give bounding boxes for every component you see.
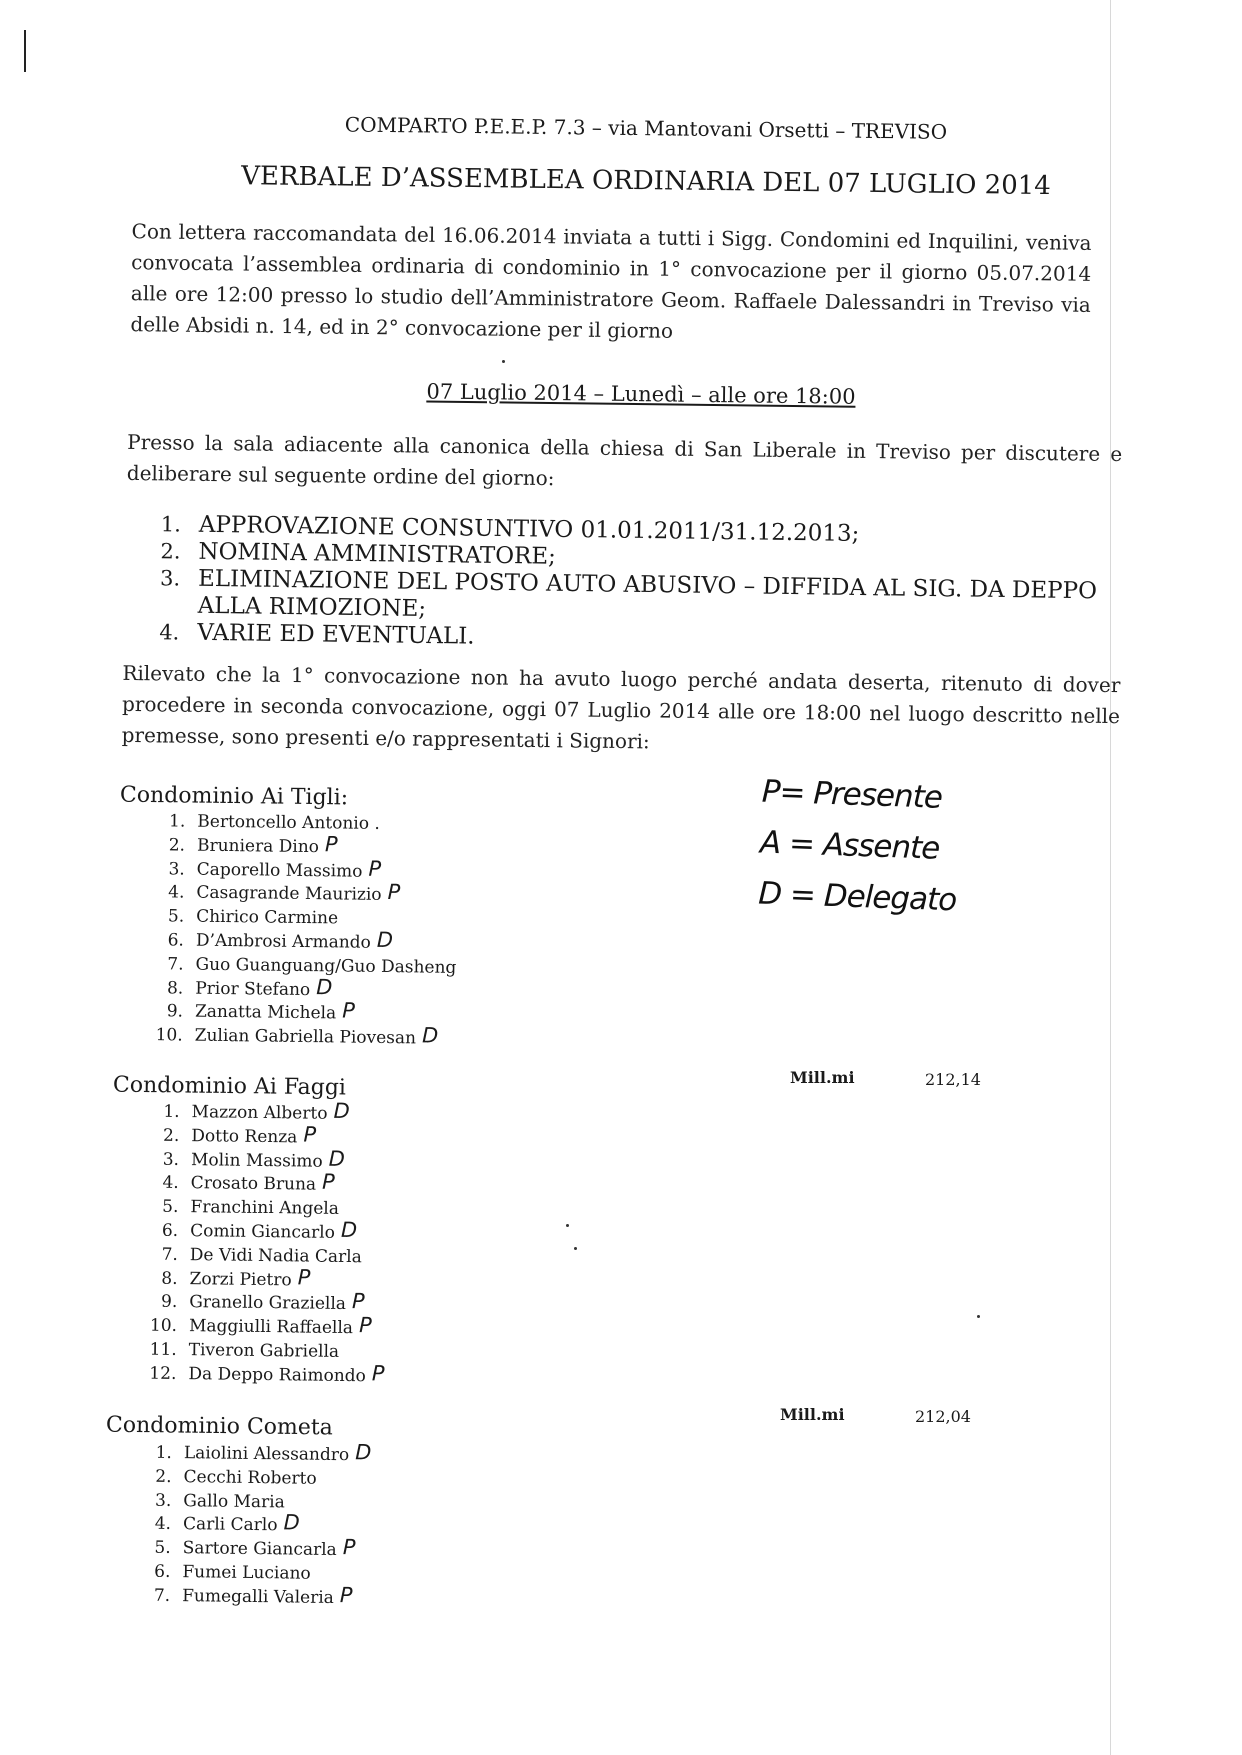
- attendance-mark: P: [324, 832, 338, 857]
- agenda-item-text: NOMINA AMMINISTRATORE;: [198, 538, 557, 570]
- member-number: 11.: [149, 1339, 177, 1360]
- condo-title-ai-tigli: Condominio Ai Tigli:: [119, 782, 349, 811]
- attendance-mark: P: [303, 1122, 317, 1147]
- meeting-date: 07 Luglio 2014 – Lunedì – alle ore 18:00: [426, 379, 856, 409]
- member-number: 9.: [160, 1292, 178, 1313]
- member-row: [143, 1098, 387, 1128]
- agenda-item-number: 1.: [160, 512, 182, 537]
- member-name: Prior Stefano: [195, 978, 311, 1000]
- member-name: Zanatta Michela: [194, 1002, 337, 1024]
- scan-speck: [977, 1315, 980, 1318]
- millesimi-label-cometa: Mill.mi: [780, 1405, 845, 1424]
- condo-title-cometa: Condominio Cometa: [105, 1412, 333, 1441]
- attendance-mark: D: [316, 974, 333, 999]
- attendance-mark: D: [340, 1217, 358, 1243]
- member-number: 5.: [154, 1537, 171, 1559]
- member-name: Zorzi Pietro: [189, 1268, 292, 1290]
- member-row: [141, 1315, 385, 1342]
- member-name: Carli Carlo: [182, 1514, 278, 1536]
- member-number: 10.: [155, 1025, 183, 1046]
- member-name: Bruniera Dino: [196, 835, 320, 857]
- member-name: Granello Graziella: [189, 1292, 347, 1315]
- millesimi-value-ai-faggi: 212,14: [925, 1070, 981, 1089]
- member-name: Dotto Renza: [191, 1125, 298, 1148]
- attendance-paragraph: Rilevato che la 1° convocazione non ha avuto luogo perché andata deserta, ritenuto di dover procedere in seconda convocazione, oggi 07 Luglio 2014 alle ore 18:00 nel luogo descritto nelle premesse, sono presenti e/o rappresentati i Signori:: [121, 660, 1121, 754]
- member-number: 7.: [161, 1244, 178, 1265]
- attendance-mark: D: [376, 927, 394, 953]
- member-row: [141, 1264, 385, 1294]
- member-name: D’Ambrosi Armando: [195, 930, 371, 953]
- attendance-mark: P: [358, 1313, 372, 1338]
- agenda-item-number: 3.: [159, 566, 181, 591]
- attendance-mark: P: [371, 1361, 385, 1386]
- member-number: 4.: [154, 1514, 172, 1535]
- millesimi-value-cometa: 212,04: [915, 1407, 971, 1426]
- member-name: Maggiulli Raffaella: [188, 1316, 354, 1339]
- member-number: 2.: [155, 1466, 172, 1487]
- document-header: COMPARTO P.E.E.P. 7.3 – via Mantovani Orsetti – TREVISO: [344, 112, 948, 144]
- member-row: [143, 1172, 387, 1199]
- member-name: Franchini Angela: [190, 1197, 340, 1220]
- agenda-list: [159, 511, 1131, 660]
- member-row: [141, 1291, 385, 1318]
- scan-mark: [24, 30, 26, 72]
- member-number: 1.: [168, 811, 186, 832]
- member-number: 5.: [162, 1196, 179, 1218]
- scan-speck: [502, 360, 505, 363]
- condo-members-cometa: [134, 1442, 372, 1611]
- member-number: 6.: [154, 1561, 171, 1582]
- attendance-mark: P: [339, 1582, 353, 1608]
- member-number: 8.: [166, 977, 184, 999]
- member-name: Fumei Luciano: [182, 1562, 311, 1584]
- member-name: Guo Guanguang/Guo Dasheng: [195, 954, 457, 978]
- agenda-item-number: 2.: [160, 539, 181, 564]
- member-row: [134, 1584, 370, 1611]
- member-number: 3.: [162, 1149, 180, 1170]
- condo-title-ai-faggi: Condominio Ai Faggi: [112, 1072, 347, 1101]
- attendance-mark: P: [351, 1289, 365, 1314]
- member-name: Molin Massimo: [190, 1149, 323, 1172]
- member-name: Tiveron Gabriella: [188, 1340, 340, 1362]
- member-number: 4.: [162, 1173, 179, 1194]
- scan-speck: [566, 1224, 569, 1227]
- attendance-mark: D: [328, 1146, 346, 1171]
- legend-absent: A = Assente: [759, 824, 940, 867]
- member-name: Crosato Bruna: [190, 1173, 317, 1196]
- member-row: [135, 1465, 371, 1492]
- attendance-mark: P: [297, 1264, 311, 1290]
- member-name: Sartore Giancarla: [182, 1538, 337, 1561]
- attendance-mark: D: [355, 1440, 372, 1465]
- member-number: 1.: [155, 1442, 173, 1464]
- member-number: 4.: [168, 882, 185, 903]
- member-name: Mazzon Alberto: [191, 1102, 328, 1124]
- member-name: Caporello Massimo: [196, 859, 363, 882]
- condo-members-ai-tigli: [147, 810, 465, 1052]
- member-number: 8.: [161, 1268, 178, 1289]
- attendance-mark: P: [321, 1170, 335, 1195]
- legend-delegated: D = Delegato: [757, 875, 957, 919]
- member-name: Comin Giancarlo: [190, 1221, 335, 1243]
- agenda-item-text: APPROVAZIONE CONSUNTIVO 01.01.2011/31.12.2013;: [198, 511, 860, 547]
- location-paragraph: Presso la sala adiacente alla canonica della chiesa di San Liberale in Treviso per discutere e deliberare sul seguente ordine del giorno:: [126, 429, 1123, 491]
- member-name: Gallo Maria: [183, 1490, 285, 1512]
- member-name: Bertoncello Antonio .: [197, 811, 380, 834]
- member-row: [134, 1561, 370, 1588]
- member-number: 2.: [168, 835, 186, 856]
- member-number: 7.: [167, 954, 184, 975]
- member-row: [142, 1243, 386, 1270]
- member-number: 3.: [154, 1490, 172, 1511]
- member-row: [136, 1442, 372, 1469]
- member-row: [143, 1148, 387, 1175]
- condo-members-ai-faggi: [140, 1098, 388, 1390]
- attendance-mark: P: [342, 1535, 356, 1560]
- attendance-mark: D: [333, 1098, 350, 1124]
- member-name: Cecchi Roberto: [183, 1466, 317, 1489]
- attendance-mark: P: [387, 880, 401, 905]
- millesimi-label-ai-faggi: Mill.mi: [790, 1068, 855, 1087]
- attendance-mark: P: [368, 856, 382, 881]
- member-number: 10.: [149, 1315, 178, 1337]
- member-name: De Vidi Nadia Carla: [189, 1244, 362, 1267]
- agenda-item-text: VARIE ED EVENTUALI.: [197, 619, 475, 650]
- member-number: 12.: [149, 1363, 177, 1384]
- agenda-item-text: ELIMINAZIONE DEL POSTO AUTO ABUSIVO – DIFFIDA AL SIG. DA DEPPO ALLA RIMOZIONE;: [197, 565, 1098, 622]
- legend-present: P= Presente: [761, 773, 943, 816]
- attendance-mark: D: [421, 1023, 439, 1048]
- member-number: 3.: [168, 858, 185, 880]
- member-name: Laiolini Alessandro: [183, 1443, 350, 1466]
- document-title: VERBALE D’ASSEMBLEA ORDINARIA DEL 07 LUGLIO 2014: [240, 161, 1052, 202]
- scan-edge: [1110, 0, 1111, 1755]
- member-number: 7.: [153, 1585, 171, 1606]
- member-row: [135, 1510, 371, 1540]
- handwritten-legend: [757, 767, 960, 927]
- member-name: Zulian Gabriella Piovesan: [194, 1025, 417, 1049]
- member-name: Casagrande Maurizio: [196, 883, 382, 906]
- member-row: [135, 1489, 371, 1516]
- member-number: 1.: [163, 1101, 180, 1122]
- member-row: [143, 1124, 387, 1151]
- member-row: [141, 1338, 385, 1365]
- member-row: [147, 1024, 462, 1052]
- member-row: [140, 1362, 384, 1389]
- member-number: 6.: [161, 1220, 179, 1241]
- member-row: [142, 1219, 386, 1246]
- member-number: 2.: [162, 1125, 180, 1146]
- member-number: 6.: [167, 930, 184, 951]
- attendance-mark: P: [342, 998, 356, 1023]
- member-name: Da Deppo Raimondo: [188, 1363, 366, 1387]
- member-name: Chirico Carmine: [196, 906, 339, 929]
- member-row: [135, 1537, 371, 1564]
- intro-paragraph: Con lettera raccomandata del 16.06.2014 inviata a tutti i Sigg. Condomini ed Inquilini, veniva convocata l’assemblea ordinaria di condominio in 1° convocazione per il giorno 05.07.2014 alle ore 12:00 presso lo studio dell’Amministratore Geom. Raffaele Dalessandri in Treviso via delle Absidi n. 14, ed in 2° convocazione per il giorno: [130, 219, 1092, 343]
- agenda-item-number: 4.: [159, 620, 180, 645]
- scan-speck: [574, 1247, 577, 1250]
- member-name: Fumegalli Valeria: [182, 1585, 334, 1608]
- member-number: 9.: [166, 1001, 184, 1022]
- member-number: 5.: [167, 906, 185, 927]
- attendance-mark: D: [283, 1510, 300, 1535]
